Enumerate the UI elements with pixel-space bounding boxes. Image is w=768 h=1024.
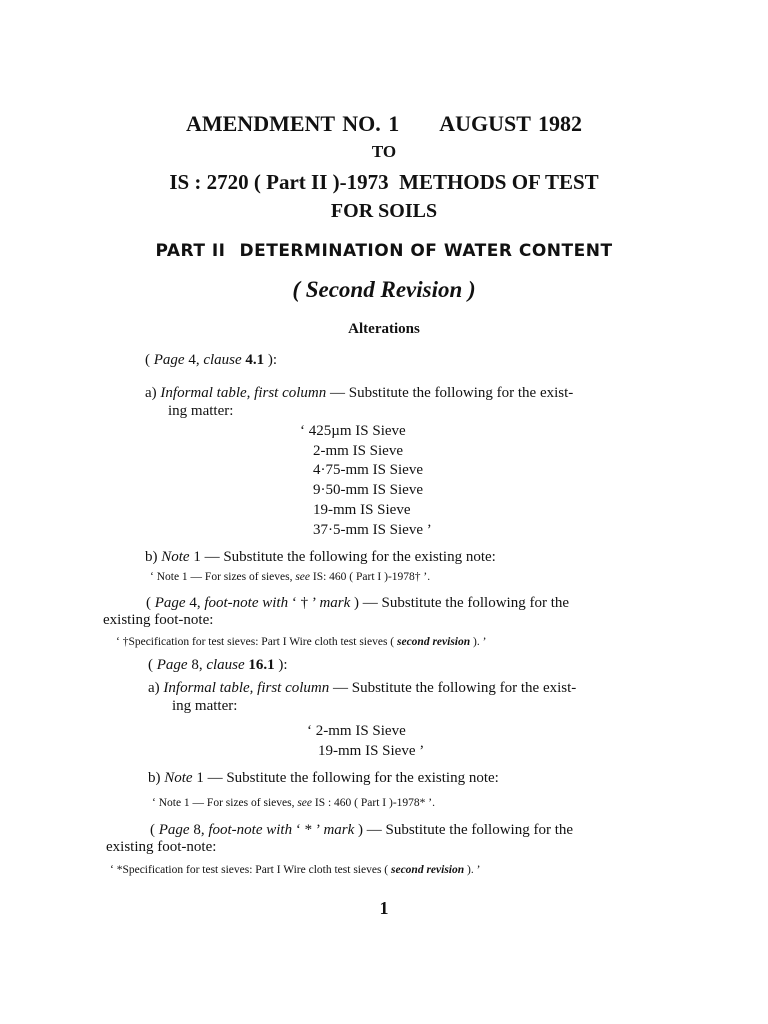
page-number: 1: [379, 898, 389, 918]
amendment-heading: [0, 111, 768, 137]
amendment-date: AUGUST 1982: [439, 111, 582, 136]
block1-item-a: a) Informal table, first column — Substitute the following for the exist-: [145, 385, 574, 401]
block1-sieve-6: 37·5-mm IS Sieve ’: [313, 522, 432, 538]
block1-sieve-2: 2-mm IS Sieve: [313, 443, 403, 459]
standard-title: [0, 170, 768, 195]
block2-sieve-1: ‘ 2-mm IS Sieve: [307, 723, 406, 739]
amendment-number: AMENDMENT NO. 1: [185, 111, 400, 136]
block1-item-b: b) Note 1 — Substitute the following for the existing note:: [145, 549, 496, 565]
block2-reference: ( Page 8, clause 16.1 ):: [148, 657, 288, 673]
part-title: DETERMINATION OF WATER CONTENT: [239, 241, 613, 261]
revision-heading: ( Second Revision ): [292, 277, 476, 302]
block1-reference: ( Page 4, clause 4.1 ):: [145, 352, 278, 368]
block2-footnote-ref: ( Page 8, foot-note with ‘ * ’ mark ) — Substitute the following for the: [150, 822, 574, 838]
block2-item-a-cont: ing matter:: [172, 698, 238, 714]
block1-sieve-5: 19-mm IS Sieve: [313, 502, 411, 518]
standard-title-b: FOR SOILS: [330, 200, 438, 222]
block2-note: ‘ Note 1 — For sizes of sieves, see IS : 460 ( Part I )-1978* ’.: [152, 797, 435, 809]
part-heading: [0, 241, 768, 261]
block2-sieve-2: 19-mm IS Sieve ’: [318, 743, 425, 759]
block2-item-a: a) Informal table, first column — Substitute the following for the exist-: [148, 680, 577, 696]
block1-sieve-3: 4·75-mm IS Sieve: [313, 462, 423, 478]
standard-number: IS : 2720 ( Part II )-1973: [169, 170, 389, 194]
block1-note: ‘ Note 1 — For sizes of sieves, see IS: 460 ( Part I )-1978† ’.: [150, 571, 431, 583]
block1-sieve-1: ‘ 425µm IS Sieve: [300, 423, 406, 439]
block2-footnote-cont: existing foot-note:: [106, 839, 217, 855]
block2-item-b: b) Note 1 — Substitute the following for the existing note:: [148, 770, 499, 786]
block2-specification: ‘ *Specification for test sieves: Part I Wire cloth test sieves ( second revision ). ’: [110, 864, 481, 876]
part-label: PART II: [155, 241, 226, 261]
block1-footnote-cont: existing foot-note:: [103, 612, 214, 628]
block1-sieve-4: 9·50-mm IS Sieve: [313, 482, 423, 498]
alterations-heading: Alterations: [348, 321, 420, 337]
standard-title-a: METHODS OF TEST: [399, 170, 599, 194]
block1-specification: ‘ †Specification for test sieves: Part I Wire cloth test sieves ( second revision ). ’: [116, 636, 487, 648]
to-line: TO: [371, 142, 397, 161]
block1-footnote-ref: ( Page 4, foot-note with ‘ † ’ mark ) — Substitute the following for the: [146, 595, 570, 611]
block1-item-a-cont: ing matter:: [168, 403, 234, 419]
